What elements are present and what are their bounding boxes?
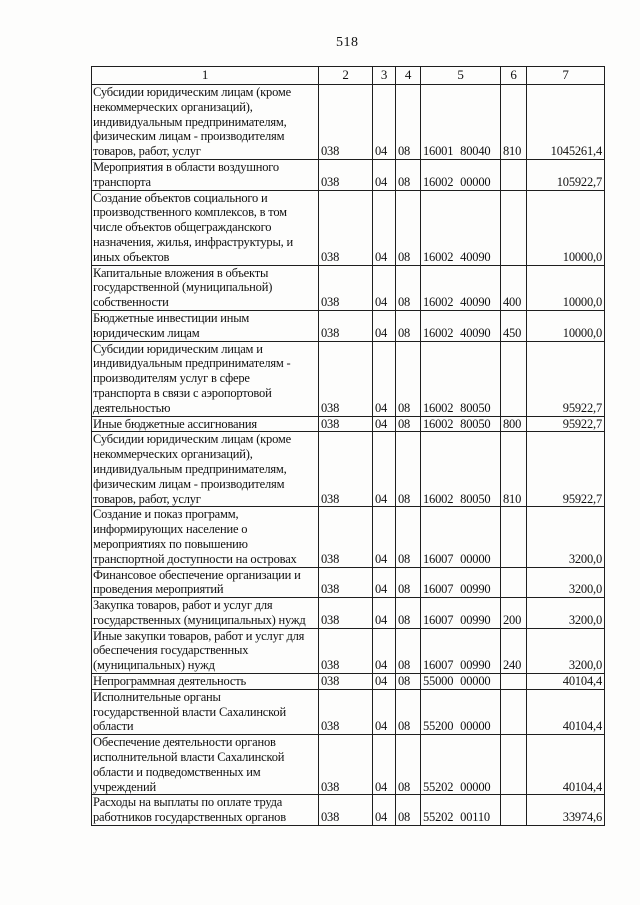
col5-value: 16007 00990 [421,598,501,629]
col2-value: 038 [319,159,373,190]
col6-value [501,795,527,826]
col6-value [501,159,527,190]
col3-value: 04 [373,310,396,341]
col3-value: 04 [373,795,396,826]
table-row [92,674,605,690]
table-row [92,689,605,734]
row-description: Мероприятия в области воздушного транспорта [92,159,319,190]
col3-value: 04 [373,159,396,190]
col2-value: 038 [319,85,373,160]
col5-value: 16007 00990 [421,567,501,598]
col4-value: 08 [396,265,421,310]
col6-value [501,190,527,265]
col3-value: 04 [373,190,396,265]
row-description: Субсидии юридическим лицам (кроме некоммерческих организаций), индивидуальным предпринимателям, физическим лицам - производителям товаров, работ, услуг [92,85,319,160]
col7-amount: 1045261,4 [527,85,605,160]
row-description: Непрограммная деятельность [92,674,319,690]
col6-value [501,567,527,598]
row-description: Бюджетные инвестиции иным юридическим лицам [92,310,319,341]
col2-value: 038 [319,416,373,432]
col2-value: 038 [319,674,373,690]
table-row [92,159,605,190]
col3-value: 04 [373,85,396,160]
col3-value: 04 [373,735,396,795]
row-description: Создание объектов социального и производственного комплексов, в том числе объектов общегражданского назначения, жилья, инфраструктуры, и иных объектов [92,190,319,265]
col4-value: 08 [396,310,421,341]
row-description: Расходы на выплаты по оплате труда работников государственных органов [92,795,319,826]
col7-amount: 40104,4 [527,735,605,795]
col6-value: 810 [501,432,527,507]
col4-value: 08 [396,432,421,507]
col6-value [501,674,527,690]
row-description: Создание и показ программ, информирующих население о мероприятиях по повышению транспортной доступности на островах [92,507,319,567]
col2-value: 038 [319,735,373,795]
col2-value: 038 [319,598,373,629]
row-description: Финансовое обеспечение организации и проведения мероприятий [92,567,319,598]
col3-value: 04 [373,567,396,598]
budget-table [91,66,605,826]
col4-value: 08 [396,598,421,629]
col3-value: 04 [373,628,396,673]
row-description: Исполнительные органы государственной власти Сахалинской области [92,689,319,734]
table-header-row [92,67,605,85]
col2-value: 038 [319,628,373,673]
col5-value: 55202 00110 [421,795,501,826]
col6-value [501,735,527,795]
col6-value: 240 [501,628,527,673]
col5-value: 55200 00000 [421,689,501,734]
col5-value: 55202 00000 [421,735,501,795]
col4-value: 08 [396,795,421,826]
col6-value: 810 [501,85,527,160]
col7-amount: 95922,7 [527,432,605,507]
col5-value: 16002 80050 [421,432,501,507]
col4-value: 08 [396,341,421,416]
col4-value: 08 [396,689,421,734]
col7-amount: 95922,7 [527,341,605,416]
table-row [92,341,605,416]
col3-value: 04 [373,341,396,416]
col5-value: 55000 00000 [421,674,501,690]
col7-amount: 3200,0 [527,598,605,629]
col6-value: 200 [501,598,527,629]
col5-value: 16002 80050 [421,341,501,416]
col4-value: 08 [396,190,421,265]
col5-value: 16001 80040 [421,85,501,160]
col2-value: 038 [319,795,373,826]
row-description: Иные бюджетные ассигнования [92,416,319,432]
col7-amount: 95922,7 [527,416,605,432]
col3-value: 04 [373,598,396,629]
header-cell: 1 [92,67,319,85]
header-cell: 4 [396,67,421,85]
col5-value: 16002 80050 [421,416,501,432]
col4-value: 08 [396,735,421,795]
col3-value: 04 [373,507,396,567]
col7-amount: 3200,0 [527,628,605,673]
col7-amount: 3200,0 [527,567,605,598]
col6-value: 450 [501,310,527,341]
col2-value: 038 [319,507,373,567]
col5-value: 16002 40090 [421,265,501,310]
col5-value: 16007 00990 [421,628,501,673]
col5-value: 16002 40090 [421,310,501,341]
table-row [92,507,605,567]
col3-value: 04 [373,265,396,310]
header-cell: 3 [373,67,396,85]
col2-value: 038 [319,341,373,416]
table-row [92,416,605,432]
header-cell: 7 [527,67,605,85]
col7-amount: 40104,4 [527,689,605,734]
col7-amount: 33974,6 [527,795,605,826]
table-row [92,432,605,507]
col7-amount: 105922,7 [527,159,605,190]
col4-value: 08 [396,507,421,567]
col2-value: 038 [319,190,373,265]
table-row [92,310,605,341]
row-description: Иные закупки товаров, работ и услуг для обеспечения государственных (муниципальных) нужд [92,628,319,673]
row-description: Закупка товаров, работ и услуг для государственных (муниципальных) нужд [92,598,319,629]
col4-value: 08 [396,567,421,598]
page-number: 518 [336,35,359,50]
row-description: Субсидии юридическим лицам (кроме некоммерческих организаций), индивидуальным предпринимателям, физическим лицам - производителям товаров, работ, услуг [92,432,319,507]
row-description: Капитальные вложения в объекты государственной (муниципальной) собственности [92,265,319,310]
table-row [92,598,605,629]
col4-value: 08 [396,159,421,190]
col7-amount: 10000,0 [527,190,605,265]
col2-value: 038 [319,265,373,310]
col7-amount: 3200,0 [527,507,605,567]
col5-value: 16002 40090 [421,190,501,265]
col4-value: 08 [396,674,421,690]
col6-value: 400 [501,265,527,310]
col4-value: 08 [396,628,421,673]
col7-amount: 40104,4 [527,674,605,690]
col3-value: 04 [373,416,396,432]
col7-amount: 10000,0 [527,310,605,341]
table-row [92,190,605,265]
table-row [92,735,605,795]
col2-value: 038 [319,310,373,341]
col6-value [501,341,527,416]
header-cell: 5 [421,67,501,85]
col6-value [501,689,527,734]
table-row [92,265,605,310]
header-cell: 6 [501,67,527,85]
table-row [92,567,605,598]
col4-value: 08 [396,416,421,432]
col3-value: 04 [373,432,396,507]
col3-value: 04 [373,674,396,690]
col6-value [501,507,527,567]
table-row [92,85,605,160]
col7-amount: 10000,0 [527,265,605,310]
col2-value: 038 [319,432,373,507]
table-row [92,628,605,673]
table-row [92,795,605,826]
col3-value: 04 [373,689,396,734]
col2-value: 038 [319,689,373,734]
col6-value: 800 [501,416,527,432]
col4-value: 08 [396,85,421,160]
col2-value: 038 [319,567,373,598]
col5-value: 16002 00000 [421,159,501,190]
col5-value: 16007 00000 [421,507,501,567]
row-description: Субсидии юридическим лицам и индивидуальным предпринимателям - производителям услуг в сфере транспорта в связи с аэропортовой деятельностью [92,341,319,416]
row-description: Обеспечение деятельности органов исполнительной власти Сахалинской области и подведомственных им учреждений [92,735,319,795]
header-cell: 2 [319,67,373,85]
